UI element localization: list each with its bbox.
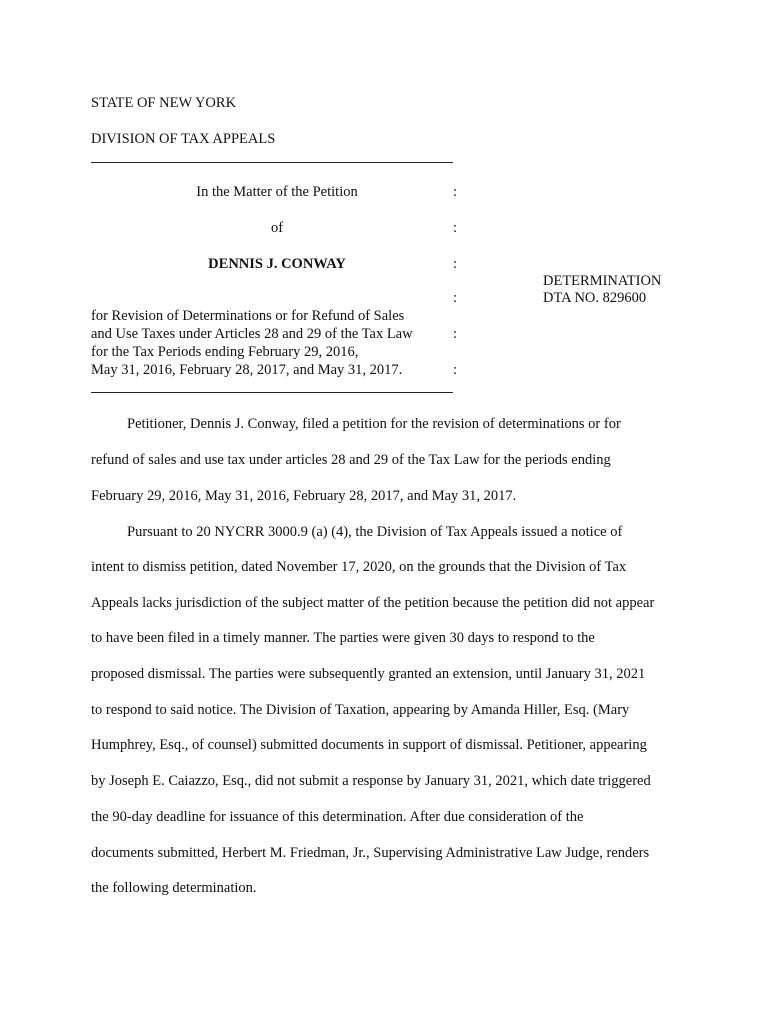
body-line: February 29, 2016, May 31, 2016, February 28, 2017, and May 31, 2017. [91, 488, 517, 504]
caption-bottom-rule [91, 392, 453, 393]
body-line: documents submitted, Herbert M. Friedman, Jr., Supervising Administrative Law Judge, renders [91, 845, 650, 861]
body-line: the 90-day deadline for issuance of this determination. After due consideration of the [91, 809, 584, 825]
caption-matter: In the Matter of the Petition [196, 184, 358, 200]
caption-colon: : [453, 362, 458, 378]
body-line: by Joseph E. Caiazzo, Esq., did not submit a response by January 31, 2021, which date triggered [91, 773, 651, 789]
body-line: the following determination. [91, 880, 257, 896]
caption-colon: : [453, 220, 458, 236]
dta-number: DTA NO. 829600 [543, 290, 647, 306]
caption-purpose-line: May 31, 2016, February 28, 2017, and May 31, 2017. [91, 362, 403, 378]
state-heading: STATE OF NEW YORK [91, 95, 237, 111]
caption-colon: : [453, 256, 458, 272]
caption-purpose-line: for Revision of Determinations or for Refund of Sales [91, 308, 405, 324]
division-heading: DIVISION OF TAX APPEALS [91, 131, 276, 147]
body-line: proposed dismissal. The parties were subsequently granted an extension, until January 31, 2021 [91, 666, 646, 682]
body-line: to respond to said notice. The Division of Taxation, appearing by Amanda Hiller, Esq. (Mary [91, 702, 630, 718]
determination-title: DETERMINATION [543, 273, 662, 289]
body-line: to have been filed in a timely manner. The parties were given 30 days to respond to the [91, 630, 595, 646]
body-line: refund of sales and use tax under articles 28 and 29 of the Tax Law for the periods ending [91, 452, 611, 468]
caption-colon: : [453, 290, 458, 306]
caption-of: of [270, 220, 284, 236]
petitioner-name: DENNIS J. CONWAY [208, 256, 346, 272]
caption-purpose-line: for the Tax Periods ending February 29, 2016, [91, 344, 359, 360]
caption-top-rule [91, 162, 453, 163]
caption-purpose-line: and Use Taxes under Articles 28 and 29 of the Tax Law [91, 326, 413, 342]
body-line: intent to dismiss petition, dated November 17, 2020, on the grounds that the Division of Tax [91, 559, 627, 575]
caption-colon: : [453, 326, 458, 342]
body-line: Petitioner, Dennis J. Conway, filed a petition for the revision of determinations or for [127, 416, 621, 432]
caption-colon: : [453, 184, 458, 200]
body-line: Humphrey, Esq., of counsel) submitted documents in support of dismissal. Petitioner, appearing [91, 737, 647, 753]
body-line: Appeals lacks jurisdiction of the subject matter of the petition because the petition did not appear [91, 595, 655, 611]
body-line: Pursuant to 20 NYCRR 3000.9 (a) (4), the Division of Tax Appeals issued a notice of [127, 524, 623, 540]
